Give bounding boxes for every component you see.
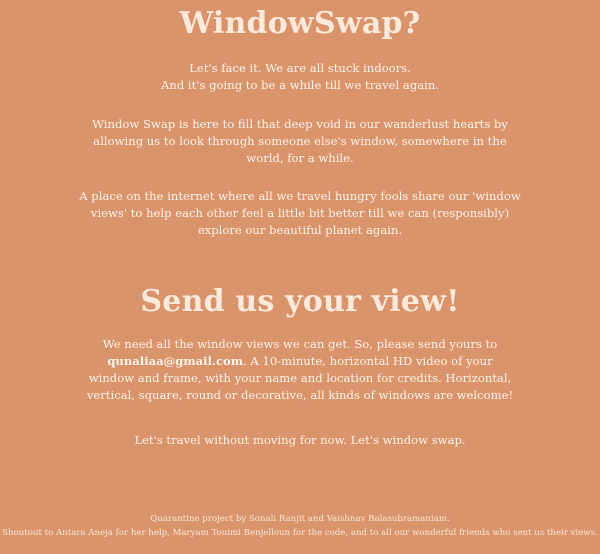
submit-line-2-rest: . A 10-minute, horizontal HD video of your [243,354,493,368]
submit-line-4: vertical, square, round or decorative, all kinds of windows are welcome! [86,388,514,402]
submit-closing: Let's travel without moving for now. Let's window swap. [134,433,466,447]
intro-paragraph-1 [0,60,600,94]
submit-line-2 [0,353,600,370]
about-title: WindowSwap? [179,6,421,41]
intro-paragraph-2-line-2: allowing us to look through someone else's window, somewhere in the [93,134,507,148]
intro-paragraph-3 [0,188,600,239]
submit-line-3: window and frame, with your name and location for credits. Horizontal, [88,371,512,385]
intro-paragraph-3-line-1: A place on the internet where all we travel hungry fools share our 'window [79,189,521,203]
intro-paragraph-1-line-2: And it's going to be a while till we travel again. [160,78,440,92]
intro-paragraph-2-line-1: Window Swap is here to fill that deep void in our wanderlust hearts by [92,117,508,131]
intro-paragraph-2 [0,116,600,167]
intro-paragraph-2-line-3: world, for a while. [246,151,354,165]
footer-credits: Quarantine project by Sonali Ranjit and Vaishnav Balasubramaniam. [150,514,450,524]
submit-title: Send us your view! [140,284,460,319]
submit-line-1: We need all the window views we can get. So, please send yours to [102,337,498,351]
submit-paragraph [0,336,600,404]
intro-paragraph-1-line-1: Let's face it. We are all stuck indoors. [189,61,411,75]
intro-paragraph-3-line-2: views' to help each other feel a little bit better till we can (responsibly) [90,206,510,220]
email-link[interactable]: qunaliaa@gmail.com [107,354,244,368]
footer-shoutout: Shoutout to Antara Aneja for her help, Maryam Touimi Benjelloun for the code, and to all our wonderful friends who sent us their views. [2,528,598,538]
intro-paragraph-3-line-3: explore our beautiful planet again. [197,223,403,237]
